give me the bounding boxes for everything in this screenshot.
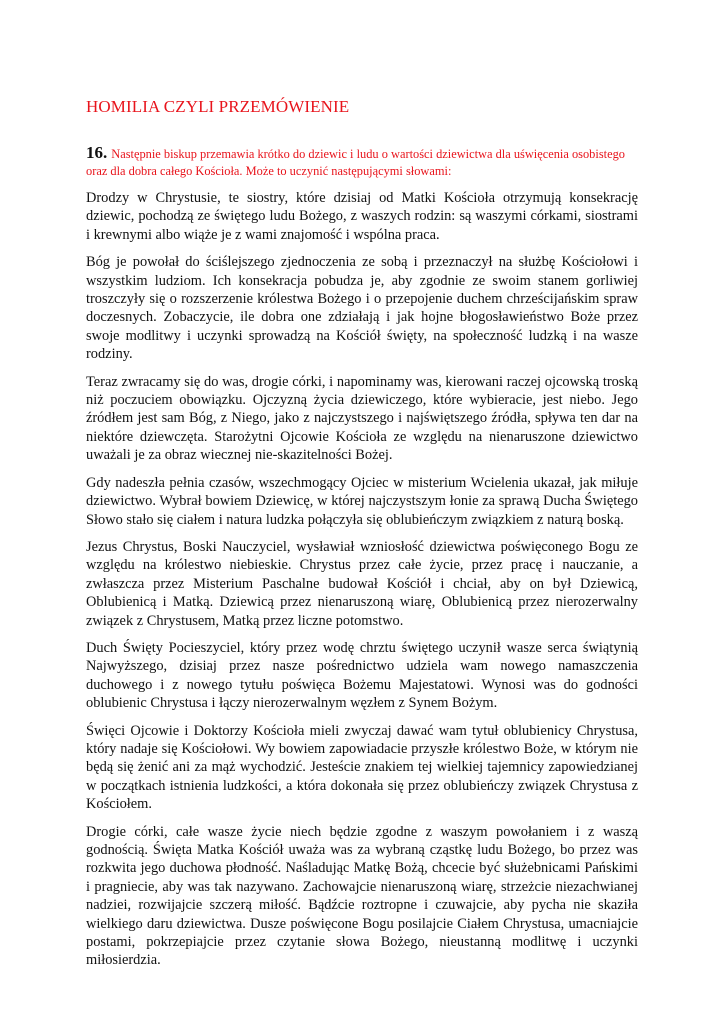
paragraph: Gdy nadeszła pełnia czasów, wszechmogący Ojciec w misterium Wcielenia ukazał, jak miłuje dziewictwo. Wybrał bowiem Dziewicę, w której najczystszym łonie za sprawą Ducha Świętego Słowo stało się ciałem i natura ludzka połączyła się oblubieńczym związkiem z naturą boską. <box>86 474 638 528</box>
rubric-block <box>86 144 638 180</box>
document-heading: HOMILIA CZYLI PRZEMÓWIENIE <box>86 97 350 116</box>
paragraph: Drogie córki, całe wasze życie niech będzie zgodne z waszym powołaniem i z waszą godnością. Święta Matka Kościół uważa was za wybraną cząstkę ludu Bożego, bo przez was rozkwita jego duchowa płodność. Naśladując Matkę Bożą, chcecie być służebnicami Pańskimi i pragniecie, aby was tak nazywano. Zachowajcie nienaruszoną wiarę, strzeżcie niezachwianej nadziei, rozwijajcie szczerą miłość. Bądźcie roztropne i czuwajcie, aby pycha nie skaziła wielkiego daru dziewictwa. Dusze poświęcone Bogu posilajcie Ciałem Chrystusa, umacniajcie postami, pokrzepiajcie przez czytanie słowa Bożego, nieustanną modlitwę i uczynki miłosierdzia. <box>86 823 638 969</box>
paragraph: Drodzy w Chrystusie, te siostry, które dzisiaj od Matki Kościoła otrzymują konsekrację dziewic, pochodzą ze świętego ludu Bożego, z waszych rodzin: są waszymi córkami, siostrami i krewnymi albo wiąże je z wami znajomość i wspólna praca. <box>86 190 638 243</box>
document-page <box>86 96 638 979</box>
section-number: 16. <box>86 143 108 162</box>
paragraph: Duch Święty Pocieszyciel, który przez wodę chrztu świętego uczynił wasze serca świątynią Najwyższego, dzisiaj przez nasze pośrednictwo udziela wam nowego namaszczenia duchowego i z nowego tytułu poświęca Bożemu Majestatowi. Wynosi was do godności oblubienic Chrystusa i łączy nierozerwalnym węzłem z Synem Bożym. <box>86 639 638 712</box>
paragraph: Teraz zwracamy się do was, drogie córki, i napominamy was, kierowani raczej ojcowską troską niż poczuciem obowiązku. Ojczyzną życia dziewiczego, które wybieracie, jest niebo. Jego źródłem jest sam Bóg, z Niego, jako z najczystszego i najświętszego źródła, spływa ten dar na niektóre dziewczęta. Starożytni Ojcowie Kościoła ze względu na nienaruszone dziewictwo uważali je za obraz wiecznej nie-skazitelności Bożej. <box>86 373 638 464</box>
paragraph: Bóg je powołał do ściślejszego zjednoczenia ze sobą i przeznaczył na służbę Kościołowi i wszystkim ludziom. Ich konsekracja pobudza je, aby zgodnie ze swoim stanem gorliwiej troszczyły się o rozszerzenie królestwa Bożego i o przepojenie duchem chrześcijańskim spraw doczesnych. Zobaczycie, ile dobra one zdziałają i jak hojne błogosławieństwo Boże przez swoje modlitwy i uczynki sprowadzą na Kościół święty, na społeczność ludzką i na wasze rodziny. <box>86 254 638 363</box>
paragraph: Jezus Chrystus, Boski Nauczyciel, wysławiał wzniosłość dziewictwa poświęconego Bogu ze względu na królestwo niebieskie. Chrystus przez całe życie, przez pracę i nauczanie, a zwłaszcza przez Misterium Paschalne budował Kościół i chciał, aby on był Dziewicą, Oblubienicą i Matką. Dziewicą przez nienaruszoną wiarę, Oblubienicą przez nierozerwalny związek z Chrystusem, Matką przez liczne potomstwo. <box>86 538 638 629</box>
paragraph: Święci Ojcowie i Doktorzy Kościoła mieli zwyczaj dawać wam tytuł oblubienicy Chrystusa, który nadaje się Kościołowi. Wy bowiem zapowiadacie przyszłe królestwo Boże, w którym nie będą się żenić ani za mąż wychodzić. Jesteście znakiem tej wielkiej tajemnicy zapowiedzianej w początkach istnienia ludzkości, a która dokonała się przez oblubieńczy związek Chrystusa z Kościołem. <box>86 722 638 813</box>
rubric-text: Następnie biskup przemawia krótko do dziewic i ludu o wartości dziewictwa dla uświęcenia osobistego oraz dla dobra całego Kościoła. Może to uczynić następującymi słowami: <box>86 147 625 178</box>
